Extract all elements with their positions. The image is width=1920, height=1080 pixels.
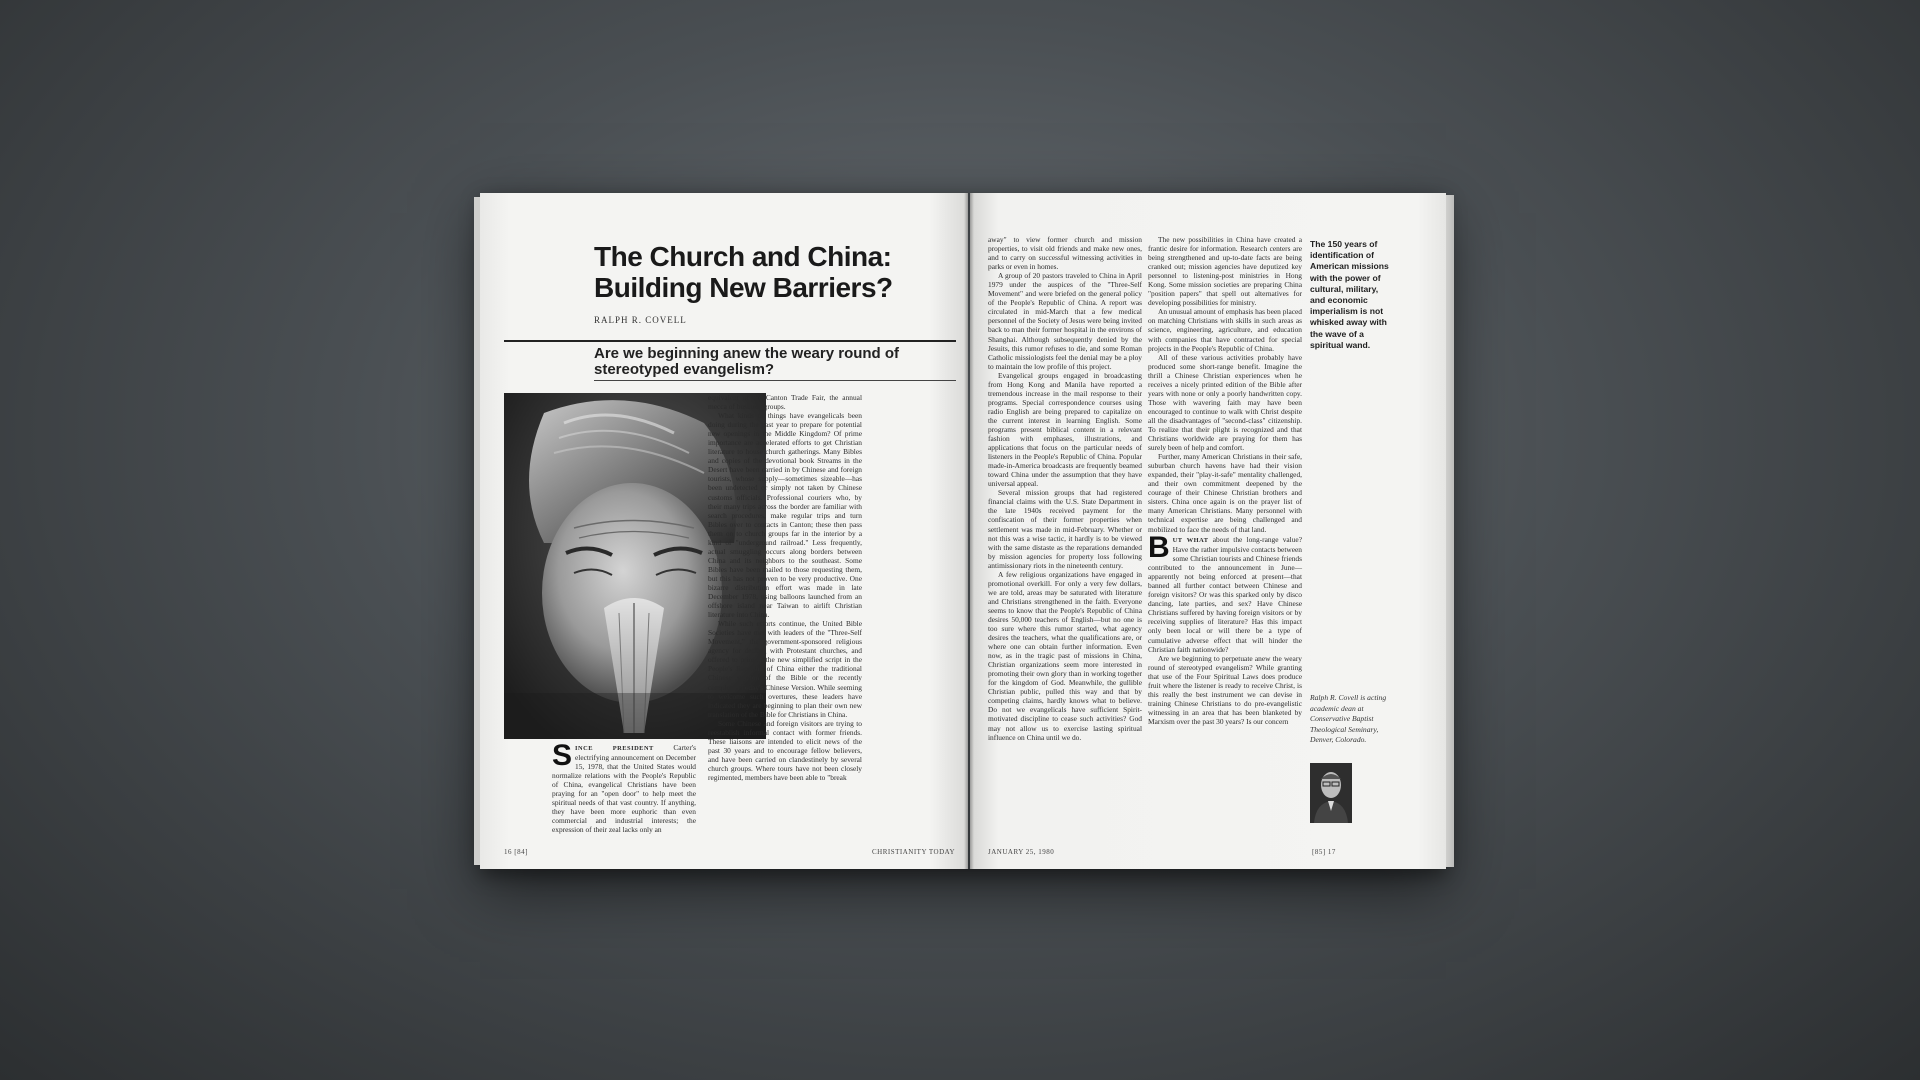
deck-rule	[594, 380, 956, 381]
dropcap-b: B	[1148, 531, 1170, 564]
column-5-paragraph: Are we beginning to perpetuate anew the weary round of stereotyped evangelism? While granting that use of the Four Spiritual Laws does produce fruit where the listener is ready to receive Christ, is this really the best instrument we can devise in training Chinese Christians to do pre-evangelistic witnessing in an area that has been blanketed by Marxism over the past 30 years? Is our concern	[1148, 653, 1302, 726]
column-5	[1148, 531, 1302, 843]
column-2-paragraph: While such efforts continue, the United Bible Societies have met with leaders of the "Three-Self Movement," the government-sponsored religious agency for dealing with Protestant churches, and offered to print in the new simplified script in the People's Republic of China either the traditional Chinese version of the Bible or the recently completed Today's Chinese Version. While seeming to welcome such overtures, these leaders have indicated they are beginning to plan their own new translation of the Bible for Christians in China.	[708, 619, 862, 719]
column-2	[708, 393, 862, 843]
column-3-paragraph: A group of 20 pastors traveled to China in April 1979 under the auspices of the "Three-Self Movement" and were briefed on the general policy of the People's Republic of China. A report was circulated in mid-March that a few medical personnel of the Society of Jesus were being invited back to man their former hospital in the environs of Shanghai. Although subsequently denied by the Jesuits, this rumor refuses to die, and some Roman Catholic missiologists feel the denial may be a ploy to maintain the low profile of this project.	[988, 271, 1142, 371]
author-byline: RALPH R. COVELL	[594, 315, 687, 325]
column-2-paragraph: equivalent of the Canton Trade Fair, the annual mecca of business groups.	[708, 393, 862, 412]
author-portrait	[1310, 763, 1352, 823]
left-page-number: 16 [84]	[504, 848, 528, 856]
issue-date: JANUARY 25, 1980	[988, 848, 1055, 856]
column-4-paragraph: An unusual amount of emphasis has been placed on matching Christians with skills in such areas as science, engineering, agriculture, and education with companies that have contracted for special projects in the People's Republic of China.	[1148, 307, 1302, 353]
article-title: The Church and China: Building New Barriers?	[594, 241, 893, 303]
section-smallcaps: UT WHAT	[1172, 537, 1209, 544]
column-5-text: about the long-range value? Have the rather impulsive contacts between some Christian tourists and Chinese friends contributed to the announcement in June—apparently not being enforced at present—that banned all further contact between Chinese and foreign visitors? Or was this sparked only by disco dancing, late parties, and sex? Have Chinese Christians suffered by having foreign visitors or by receiving supplies of literature? Has this impact only been local or will there be a type of cumulative adverse effect that will hinder the Christian faith nationwide?	[1148, 535, 1302, 654]
column-1	[552, 739, 696, 843]
magazine-name: CHRISTIANITY TODAY	[872, 848, 956, 856]
column-4-paragraph: All of these various activities probably have produced some short-range benefit. Imagine the thrill a Chinese Christian experiences when he receives a nicely printed edition of the Bible after years with none or only a poorly handwritten copy. Those with wavering faith may have been encouraged to continue to walk with Christ despite all the disadvantages of "second-class" citizenship. To realize that their plight is recognized and that Christians worldwide are praying for them has surely been of help and comfort.	[1148, 352, 1302, 453]
magazine-spread	[480, 193, 1446, 869]
lead-smallcaps: INCE PRESIDENT	[575, 745, 654, 752]
column-3	[988, 235, 1142, 843]
author-bio: Ralph R. Covell is acting academic dean at Conservative Baptist Theological Seminary, Denver, Colorado.	[1310, 693, 1387, 744]
column-4	[1148, 235, 1302, 534]
dropcap-s: S	[552, 739, 573, 772]
column-2-paragraph: Some Chinese and foreign visitors are trying to reestablish informal contact with former friends. These liaisons are intended to elicit news of the past 30 years and to encourage fellow believers, and have been carried on clandestinely by several church groups. Where tours have not been closely regimented, members have been able to "break	[708, 718, 862, 782]
column-1-text: Carter's electrifying announcement on December 15, 1978, that the United States would normalize relations with the People's Republic of China, evangelical Christians have been praying for an "open door" to help meet the spiritual needs of that vast country. If anything, they have been more euphoric than even commercial and industrial interests; the expression of their zeal lacks only an	[552, 743, 696, 835]
title-rule	[504, 340, 956, 342]
column-3-paragraph: Evangelical groups engaged in broadcasting from Hong Kong and Manila have reported a tremendous increase in the mail response to their programs. Special correspondence courses using radio English are being prepared to capitalize on the current interest in learning English. Some programs present biblical content in a relevant fashion with emphases, illustrations, and applications that focus on the particular needs of listeners in the People's Republic of China. Popular made-in-America broadcasts are frequently beamed toward China under the assumption that they have universal appeal.	[988, 370, 1142, 489]
column-4-paragraph: The new possibilities in China have created a frantic desire for information. Research centers are being strengthened and up-to-date facts are being cranked out; mission agencies have deputized key personnel to listening-post ministries in Hong Kong. Some mission societies are preparing China "position papers" that spell out alternatives for developing possibilities for ministry.	[1148, 235, 1302, 308]
column-3-paragraph: Several mission groups that had registered financial claims with the U.S. State Department in the late 1940s received payment for the confiscation of their former properties when settlement was made in mid-February. Whether or not this was a wise tactic, it hardly is to be viewed with the same distaste as the reparations demanded by mission agencies for property loss following antimissionary riots in the nineteenth century.	[988, 488, 1142, 570]
column-2-paragraph: What kinds of things have evangelicals been doing during the past year to prepare for potential new openings in the Middle Kingdom? Of prime importance are accelerated efforts to get Christian literature to house church gatherings. Many Bibles and copies of the devotional book Streams in the Desert have been carried in by Chinese and foreign tourists, whose supply—sometimes sizeable—has been undetected or simply not taken by Chinese customs officials. Professional couriers who, by their many trips across the border are familiar with search procedures, make regular trips and turn Bibles over to contacts in Canton; these then pass them on to church groups far in the interior by a kind of "underground railroad." Less frequently, actual smuggling occurs along borders between China and its neighbors to the southeast. Some Bibles have been mailed to those requesting them, but this has not proven to be very productive. One bizarre distribution effort was made in late December 1978, using balloons launched from an offshore island near Taiwan to airlift Christian literature into China.	[708, 411, 862, 620]
portrait-illustration	[1310, 763, 1352, 823]
pull-quote: The 150 years of identification of American missions with the power of cultural, military, and economic imperialism is not whisked away with the wave of a spiritual wand.	[1310, 239, 1389, 350]
article-deck: Are we beginning anew the weary round of stereotyped evangelism?	[594, 345, 900, 378]
column-3-paragraph: away" to view former church and mission properties, to visit old friends and make new ones, and to carry on successful witnessing activities in parks or even in homes.	[988, 235, 1142, 272]
spine-gutter	[964, 193, 974, 869]
left-page	[480, 193, 968, 869]
right-page-number: [85] 17	[1312, 848, 1336, 856]
right-page	[970, 193, 1446, 869]
column-4-paragraph: Further, many American Christians in their safe, suburban church havens have had their vision expanded, their "play-it-safe" mentality challenged, and their own commitment deepened by the courage of their Chinese Christian brothers and sisters. China once again is on the prayer list of many American Christians. Many personnel with technical expertise are being challenged and mobilized to face the needs of that land.	[1148, 452, 1302, 534]
column-3-paragraph: A few religious organizations have engaged in promotional overkill. For only a very few dollars, we are told, areas may be saturated with literature and Christians strengthened in the faith. Everyone seems to know that the People's Republic of China desires 50,000 teachers of English—but no one is too sure where this rumor started, what agency desires the teachers, what the qualifications are, or where one can obtain further information. Even now, as in the tragic past of missions in China, Christian organizations seem more interested in promoting their own glory than in working together for the kingdom of God. Meanwhile, the gullible Christian public, pulled this way and that by competing claims, hardly knows what to believe. Do not we evangelicals have sufficient Spirit-motivated discipline to cease such activities? God may not allow us to exercise lasting spiritual influence on China until we do.	[988, 569, 1142, 742]
